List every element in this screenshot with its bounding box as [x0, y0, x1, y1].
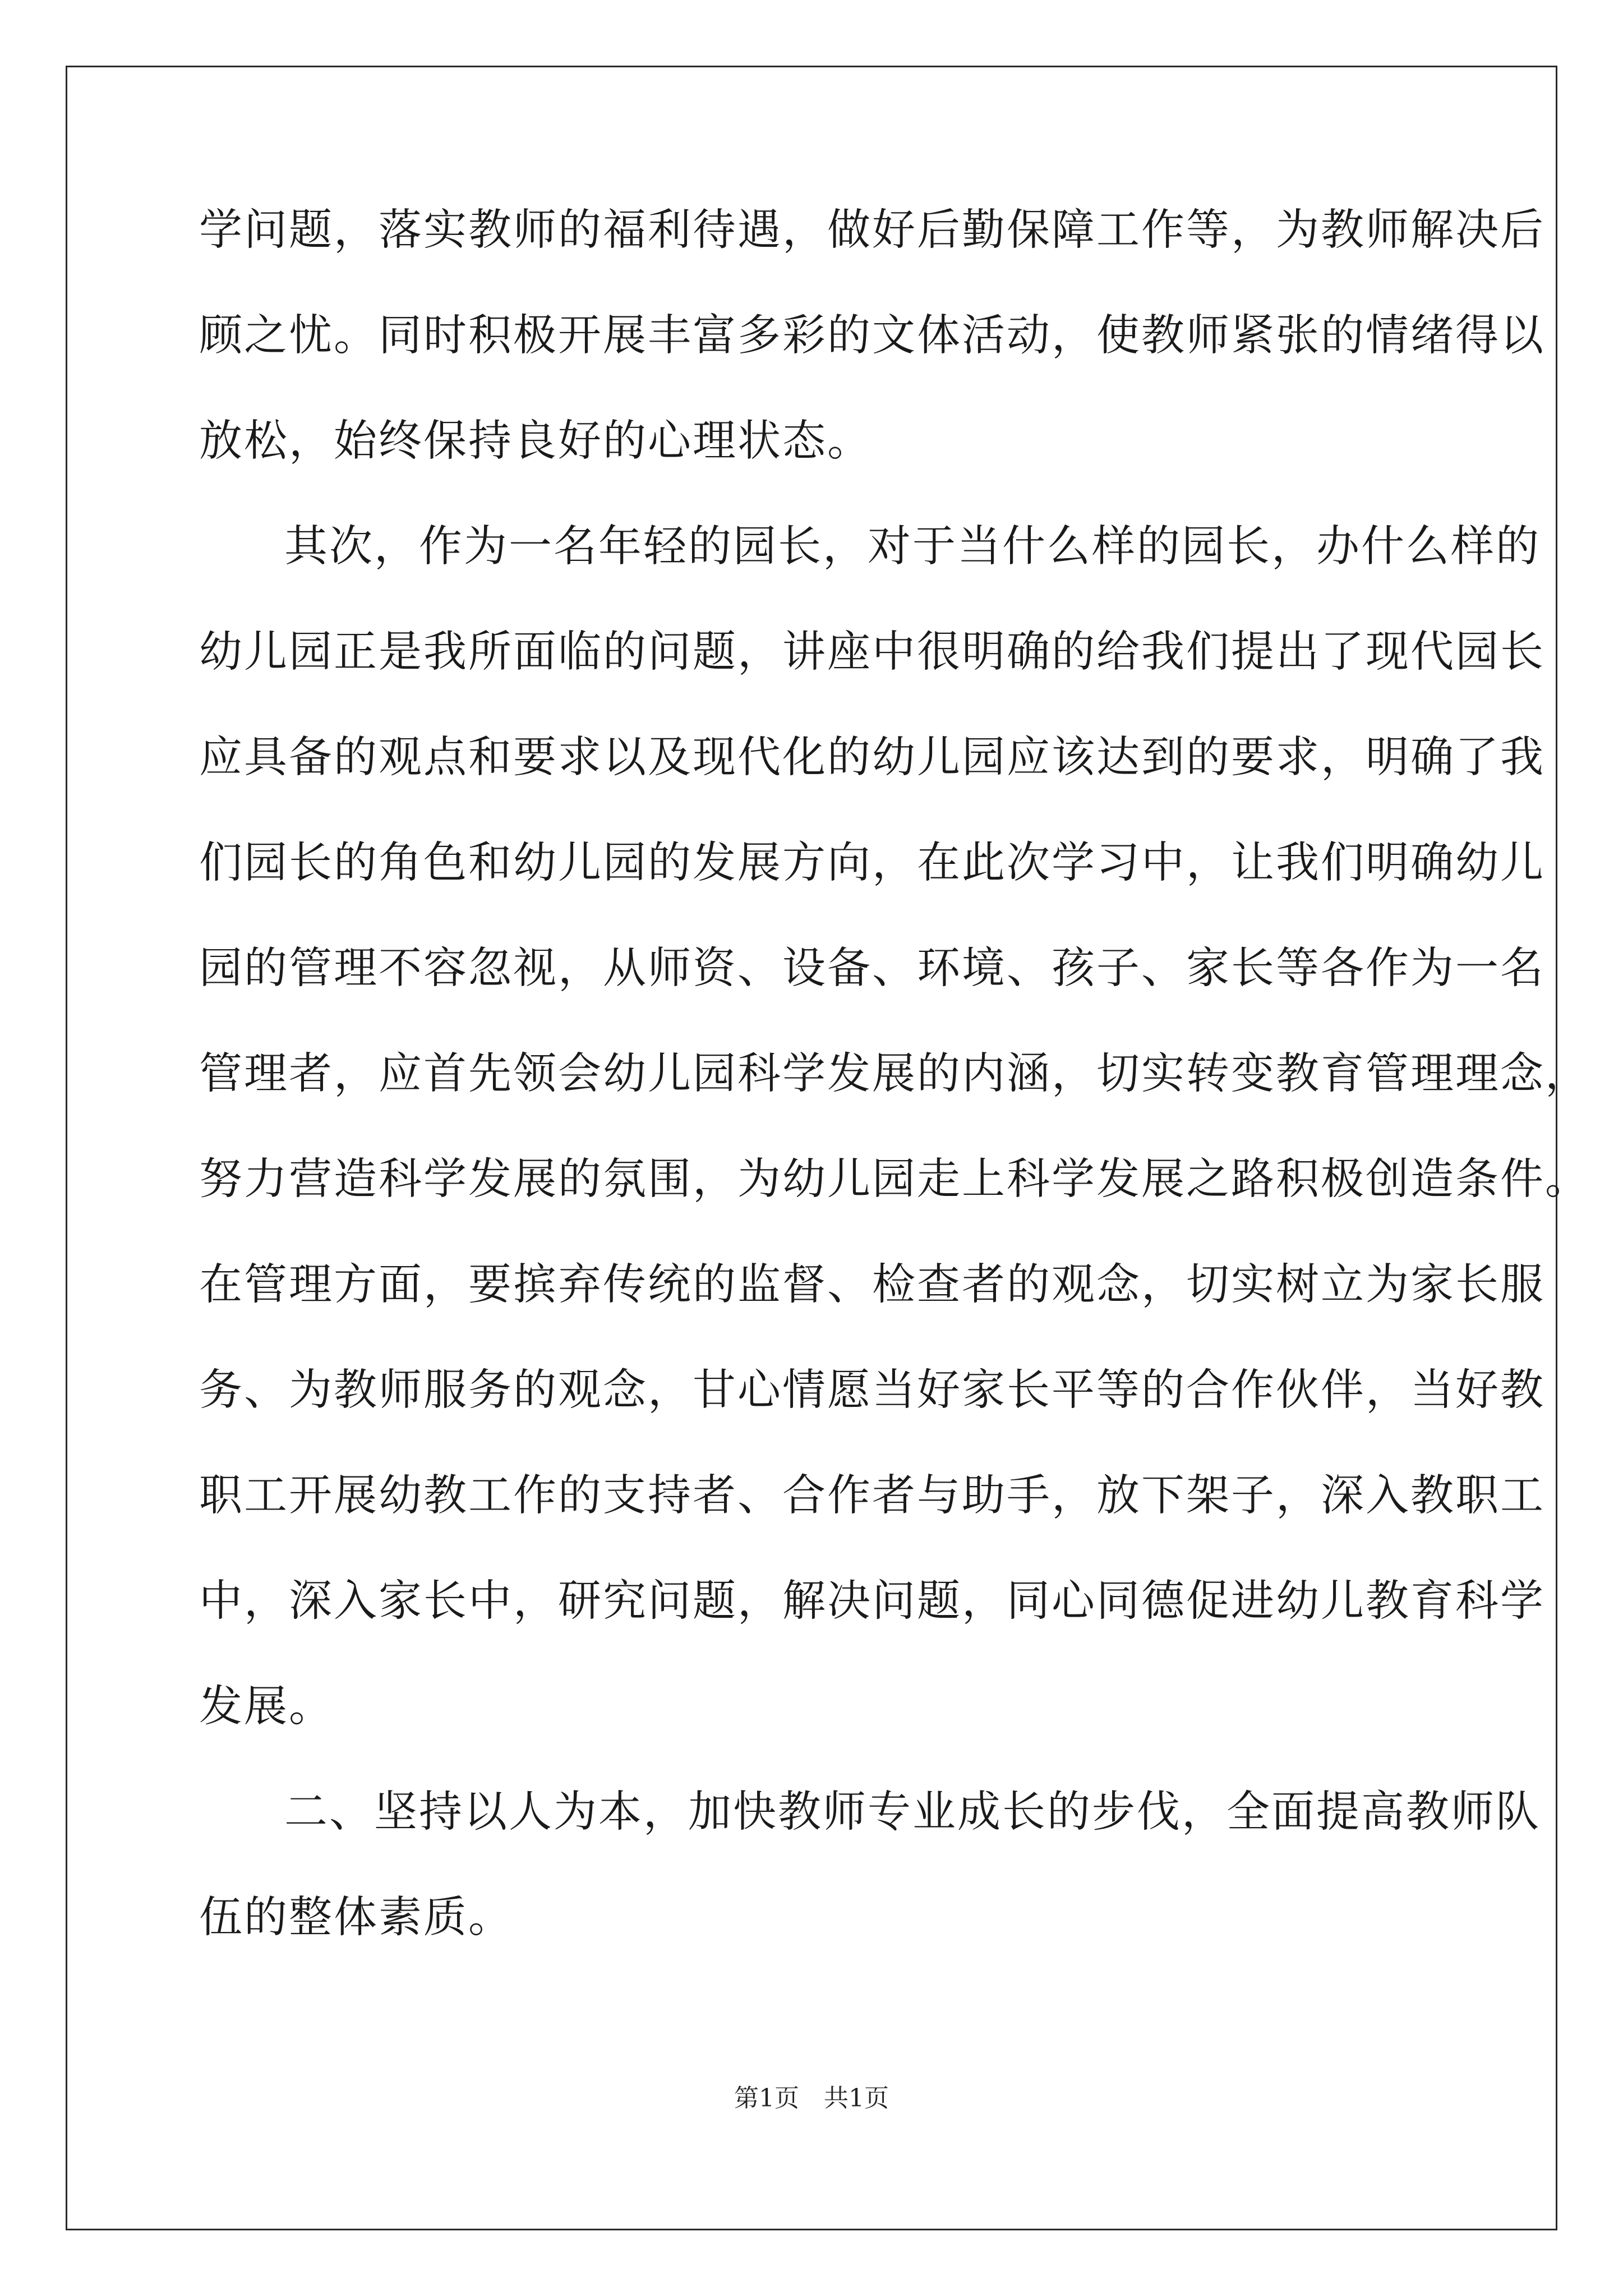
- text-line: 应具备的观点和要求以及现代化的幼儿园应该达到的要求，明确了我: [199, 733, 1545, 783]
- text-line: 职工开展幼教工作的支持者、合作者与助手，放下架子，深入教职工: [199, 1471, 1545, 1521]
- text-line: 发展。: [199, 1682, 334, 1732]
- text-line: 二、坚持以人为本，加快教师专业成长的步伐，全面提高教师队: [284, 1787, 1541, 1837]
- text-line: 管理者，应首先领会幼儿园科学发展的内涵，切实转变教育管理理念，: [199, 1049, 1590, 1099]
- text-line: 们园长的角色和幼儿园的发展方向，在此次学习中，让我们明确幼儿: [199, 838, 1545, 888]
- text-line: 努力营造科学发展的氛围，为幼儿园走上科学发展之路积极创造条件。: [199, 1154, 1590, 1204]
- text-line: 伍的整体素质。: [199, 1893, 513, 1943]
- text-line: 幼儿园正是我所面临的问题，讲座中很明确的给我们提出了现代园长: [199, 627, 1545, 677]
- text-line: 放松，始终保持良好的心理状态。: [199, 416, 872, 466]
- text-line: 务、为教师服务的观念，甘心情愿当好家长平等的合作伙伴，当好教: [199, 1365, 1545, 1415]
- text-line: 其次，作为一名年轻的园长，对于当什么样的园长，办什么样的: [284, 522, 1541, 572]
- text-line: 学问题，落实教师的福利待遇，做好后勤保障工作等，为教师解决后: [199, 205, 1545, 255]
- page-number-footer: 第1页 共1页: [734, 2084, 889, 2113]
- text-line: 顾之忧。同时积极开展丰富多彩的文体活动，使教师紧张的情绪得以: [199, 311, 1545, 361]
- text-line: 园的管理不容忽视，从师资、设备、环境、孩子、家长等各作为一名: [199, 944, 1545, 993]
- text-line: 在管理方面，要摈弃传统的监督、检查者的观念，切实树立为家长服: [199, 1260, 1545, 1310]
- document-body: [199, 205, 1590, 2001]
- text-line: 中，深入家长中，研究问题，解决问题，同心同德促进幼儿教育科学: [199, 1576, 1545, 1626]
